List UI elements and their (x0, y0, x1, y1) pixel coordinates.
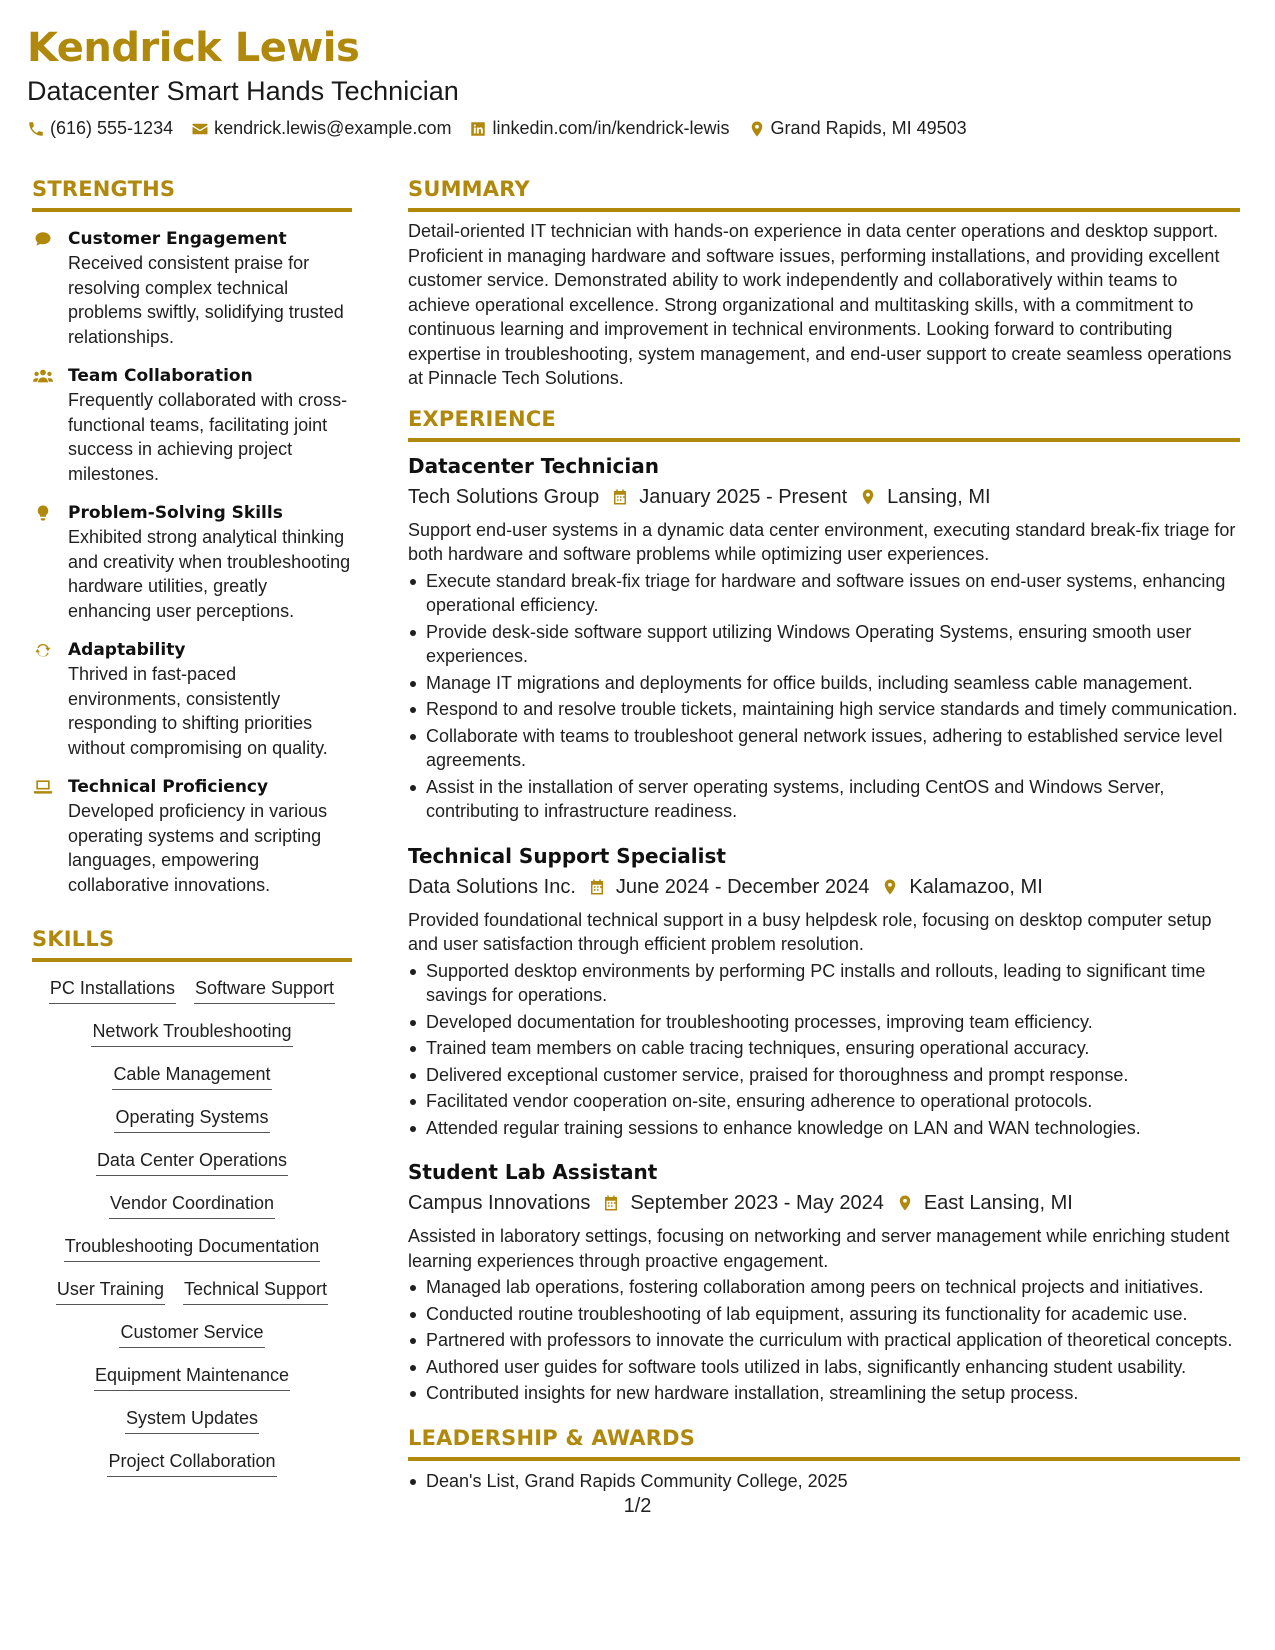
job-role: Datacenter Technician (408, 453, 659, 478)
strength-title: Adaptability (68, 640, 186, 660)
calendar-icon (602, 1193, 620, 1213)
map-pin-icon (896, 1193, 914, 1213)
location-text: Grand Rapids, MI 49503 (770, 118, 967, 138)
skill-tag: Operating Systems (114, 1105, 269, 1133)
candidate-title: Datacenter Smart Hands Technician (27, 76, 459, 106)
contact-bar (27, 118, 1247, 139)
job-company: Data Solutions Inc. (408, 875, 576, 898)
summary-heading: SUMMARY (408, 175, 1240, 212)
job-entry (408, 842, 1240, 1141)
bullet-item: Partnered with professors to innovate the curriculum with practical application of theoretical concepts. (408, 1328, 1240, 1353)
contact-email[interactable] (191, 118, 451, 139)
skill-tag: Troubleshooting Documentation (64, 1234, 321, 1262)
job-meta (408, 1188, 1240, 1218)
bullet-item: Authored user guides for software tools utilized in labs, significantly enhancing student usability. (408, 1355, 1240, 1380)
bullet-item: Facilitated vendor cooperation on-site, ensuring adherence to operational protocols. (408, 1089, 1240, 1114)
job-bullets (408, 569, 1240, 824)
skill-tag: Customer Service (119, 1320, 264, 1348)
strength-item (32, 364, 352, 486)
calendar-icon (611, 487, 629, 507)
map-pin-icon (748, 120, 766, 138)
bullet-item: Managed lab operations, fostering collaboration among peers on technical projects and initiatives. (408, 1275, 1240, 1300)
map-pin-icon (859, 487, 877, 507)
strength-desc: Frequently collaborated with cross-functional teams, facilitating joint success in achieving project milestones. (68, 390, 348, 484)
strength-desc: Developed proficiency in various operating systems and scripting languages, empowering collaborative innovations. (68, 801, 328, 895)
candidate-name: Kendrick Lewis (27, 25, 360, 71)
strength-item (32, 227, 352, 349)
map-pin-icon (881, 877, 899, 897)
bullet-item: Contributed insights for new hardware installation, streamlining the setup process. (408, 1381, 1240, 1406)
leadership-list (408, 1469, 1240, 1494)
strength-title: Customer Engagement (68, 229, 287, 249)
users-icon (33, 367, 53, 385)
skills-heading: SKILLS (32, 925, 352, 962)
skill-tag: User Training (56, 1277, 165, 1305)
bullet-item: Provide desk-side software support utilizing Windows Operating Systems, ensuring smooth user experiences. (408, 620, 1240, 669)
linkedin-link[interactable]: linkedin.com/in/kendrick-lewis (492, 118, 730, 138)
job-bullets (408, 1275, 1240, 1406)
bullet-item: Delivered exceptional customer service, praised for thoroughness and prompt response. (408, 1063, 1240, 1088)
skill-tag: Project Collaboration (107, 1449, 276, 1477)
job-location: East Lansing, MI (923, 1192, 1073, 1214)
refresh-icon (33, 641, 53, 659)
experience-section (408, 405, 1240, 1406)
job-entry (408, 452, 1240, 824)
contact-linkedin[interactable] (469, 118, 729, 139)
strength-title: Team Collaboration (68, 366, 253, 386)
job-meta (408, 482, 1240, 512)
bullet-item: Manage IT migrations and deployments for office builds, including seamless cable management. (408, 671, 1240, 696)
job-meta (408, 872, 1240, 902)
bullet-item: Trained team members on cable tracing techniques, ensuring operational accuracy. (408, 1036, 1240, 1061)
bullet-item: Conducted routine troubleshooting of lab equipment, assuring its functionality for academic use. (408, 1302, 1240, 1327)
job-desc: Provided foundational technical support in a busy helpdesk role, focusing on desktop computer setup and user satisfaction through efficient problem resolution. (408, 909, 1212, 954)
envelope-icon (191, 120, 209, 138)
leadership-section (408, 1424, 1240, 1494)
bullet-item: Collaborate with teams to troubleshoot general network issues, adhering to established service level agreements. (408, 724, 1240, 773)
job-company: Tech Solutions Group (408, 485, 600, 508)
job-location: Lansing, MI (887, 485, 991, 508)
award-item: Dean's List, Grand Rapids Community College, 2025 (408, 1469, 1240, 1494)
bullet-item: Assist in the installation of server operating systems, including CentOS and Windows Server, contributing to infrastructure readiness. (408, 775, 1240, 824)
summary-text: Detail-oriented IT technician with hands-on experience in data center operations and desktop support. Proficient in managing hardware and software issues, performing installations, and providing excellent customer service. Demonstrated ability to work independently and collaboratively within teams to achieve operational excellence. Strong organizational and multitasking skills, with a commitment to continuous learning and improvement in technical environments. Looking forward to contributing expertise in troubleshooting, system management, and end-user support to create seamless operations at Pinnacle Tech Solutions. (408, 221, 1232, 388)
skill-tag: PC Installations (49, 976, 176, 1004)
bullet-item: Developed documentation for troubleshooting processes, improving team efficiency. (408, 1010, 1240, 1035)
strength-item (32, 501, 352, 623)
job-dates: June 2024 - December 2024 (615, 875, 870, 898)
job-location: Kalamazoo, MI (909, 875, 1043, 898)
job-company: Campus Innovations (408, 1192, 591, 1214)
skill-tag: Cable Management (112, 1062, 271, 1090)
email-link[interactable]: kendrick.lewis@example.com (214, 118, 452, 138)
strength-title: Problem-Solving Skills (68, 503, 283, 523)
job-dates: September 2023 - May 2024 (630, 1192, 884, 1214)
bullet-item: Execute standard break-fix triage for hardware and software issues on end-user systems, enhancing operational efficiency. (408, 569, 1240, 618)
skills-section (32, 925, 352, 1477)
resume-header (27, 22, 1247, 139)
job-role: Technical Support Specialist (408, 843, 726, 868)
strength-desc: Received consistent praise for resolving complex technical problems swiftly, solidifying trusted relationships. (68, 253, 344, 347)
job-bullets (408, 959, 1240, 1141)
laptop-icon (33, 778, 53, 796)
phone-text: (616) 555-1234 (50, 118, 174, 138)
page-number: 1/2 (623, 1495, 652, 1517)
job-desc: Support end-user systems in a dynamic data center environment, executing standard break-fix triage for both hardware and software problems while optimizing user experiences. (408, 519, 1236, 564)
strength-title: Technical Proficiency (68, 777, 269, 797)
experience-heading: EXPERIENCE (408, 405, 1240, 442)
skill-tag: Software Support (194, 976, 335, 1004)
phone-icon (27, 120, 45, 138)
job-role: Student Lab Assistant (408, 1160, 658, 1184)
strength-desc: Thrived in fast-paced environments, consistently responding to shifting priorities without compromising on quality. (68, 664, 328, 758)
skill-tag: Equipment Maintenance (94, 1363, 290, 1391)
skill-tag: System Updates (125, 1406, 259, 1434)
skill-tag: Vendor Coordination (109, 1191, 275, 1219)
linkedin-icon (469, 120, 487, 138)
skill-tag: Data Center Operations (96, 1148, 288, 1176)
leadership-heading: LEADERSHIP & AWARDS (408, 1424, 1240, 1461)
job-desc: Assisted in laboratory settings, focusing on networking and server management while enriching student learning experiences through proactive engagement. (408, 1226, 1230, 1271)
calendar-icon (588, 877, 606, 897)
skill-tag: Network Troubleshooting (91, 1019, 292, 1047)
strength-desc: Exhibited strong analytical thinking and creativity when troubleshooting hardware utilities, greatly enhancing user perceptions. (68, 527, 351, 621)
strength-item (32, 638, 352, 760)
strengths-heading: STRENGTHS (32, 175, 352, 212)
contact-location (748, 118, 967, 139)
strength-item (32, 775, 352, 897)
skills-list (32, 976, 352, 1477)
left-column (32, 175, 352, 1477)
right-column (408, 175, 1240, 1493)
job-dates: January 2025 - Present (639, 485, 848, 508)
skill-tag: Technical Support (183, 1277, 328, 1305)
comment-icon (33, 230, 53, 248)
bullet-item: Supported desktop environments by performing PC installs and rollouts, leading to significant time savings for operations. (408, 959, 1240, 1008)
bullet-item: Respond to and resolve trouble tickets, maintaining high service standards and timely communication. (408, 697, 1240, 722)
bullet-item: Attended regular training sessions to enhance knowledge on LAN and WAN technologies. (408, 1116, 1240, 1141)
job-entry (408, 1158, 1240, 1406)
lightbulb-icon (33, 504, 53, 522)
contact-phone (27, 118, 173, 139)
